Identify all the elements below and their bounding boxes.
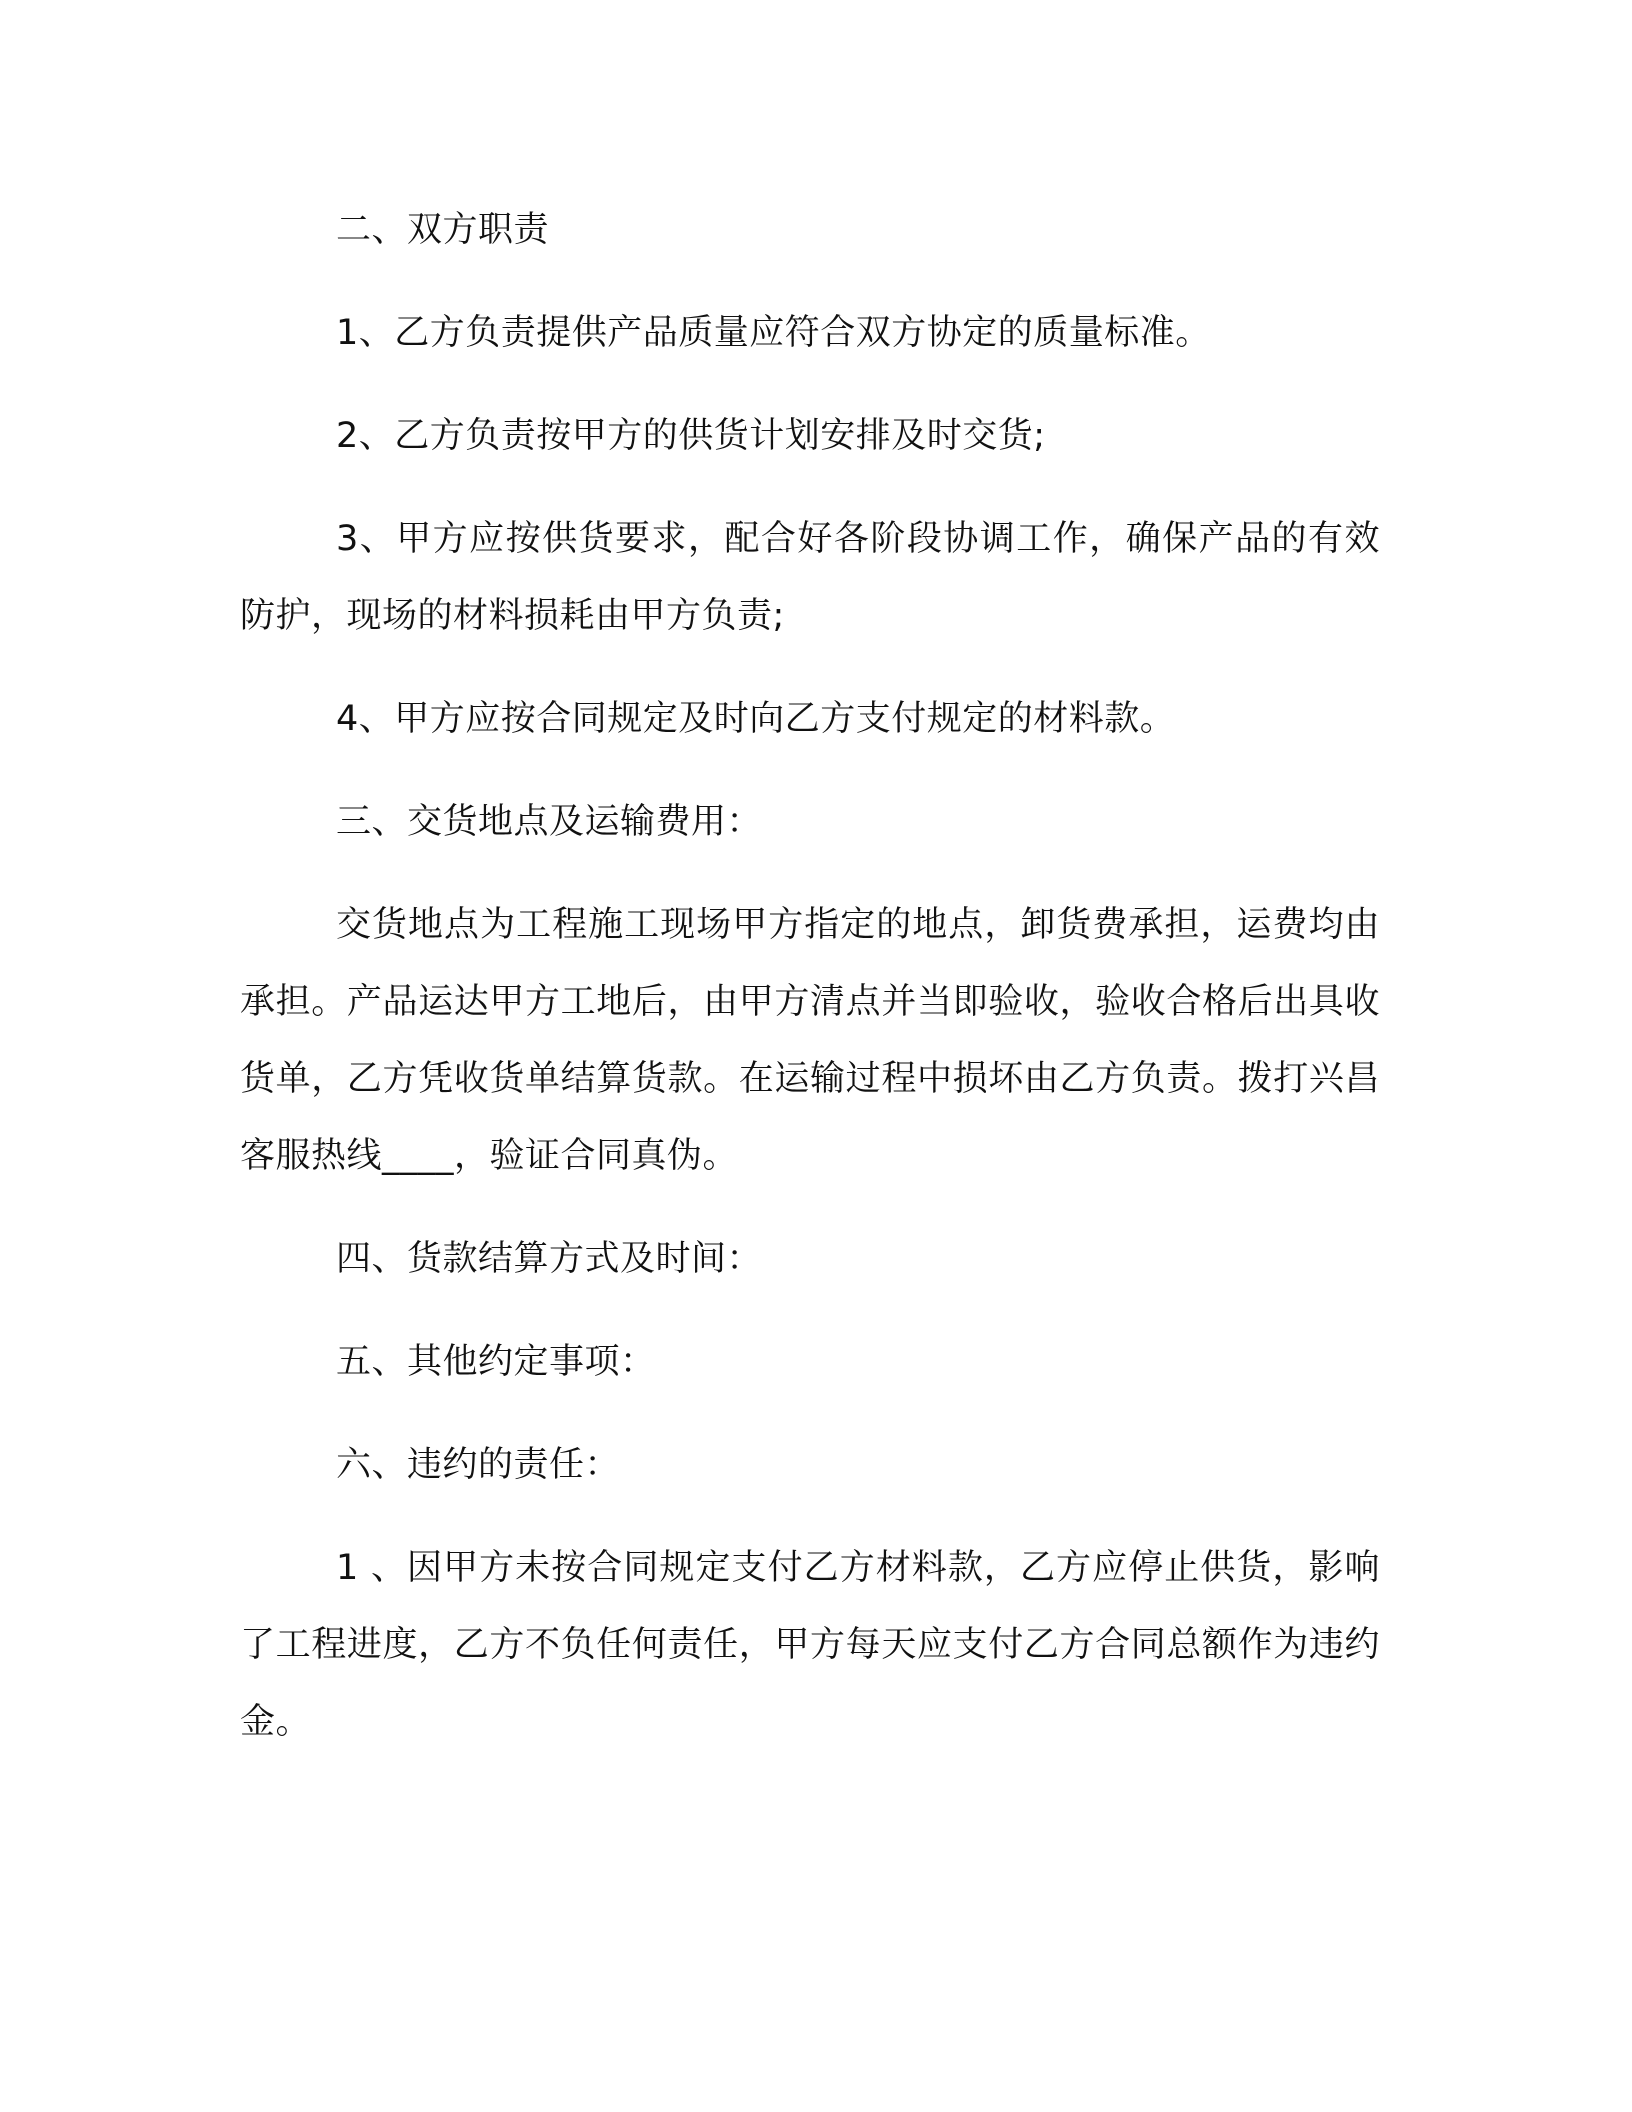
paragraph-gap: [240, 372, 1380, 398]
document-body: [240, 192, 1380, 1761]
breach-item-1: 1 、因甲方未按合同规定支付乙方材料款，乙方应停止供货，影响了工程进度，乙方不负任何责任，甲方每天应支付乙方合同总额作为违约金。: [240, 1548, 1380, 1742]
paragraph-gap: [240, 861, 1380, 887]
duty-item-1: 1、乙方负责提供产品质量应符合双方协定的质量标准。: [336, 313, 1211, 353]
section-heading-delivery: 三、交货地点及运输费用：: [336, 802, 763, 842]
paragraph-gap: [240, 475, 1380, 501]
section-heading-duties: 二、双方职责: [336, 210, 550, 250]
paragraph-gap: [240, 1298, 1380, 1324]
section-heading-breach: 六、违约的责任：: [336, 1445, 621, 1485]
section-heading-other: 五、其他约定事项：: [336, 1342, 656, 1382]
duty-item-2: 2、乙方负责按甲方的供货计划安排及时交货;: [336, 416, 1046, 456]
paragraph-gap: [240, 269, 1380, 295]
paragraph-gap: [240, 1401, 1380, 1427]
duty-item-3: 3、甲方应按供货要求，配合好各阶段协调工作，确保产品的有效防护，现场的材料损耗由甲方负责;: [240, 519, 1380, 636]
delivery-paragraph: 交货地点为工程施工现场甲方指定的地点，卸货费承担，运费均由承担。产品运达甲方工地后，由甲方清点并当即验收，验收合格后出具收货单，乙方凭收货单结算货款。在运输过程中损坏由乙方负责。拨打兴昌客服热线____，验证合同真伪。: [240, 905, 1380, 1176]
paragraph-gap: [240, 758, 1380, 784]
paragraph-gap: [240, 655, 1380, 681]
paragraph-gap: [240, 1504, 1380, 1530]
paragraph-gap: [240, 1195, 1380, 1221]
section-heading-settlement: 四、货款结算方式及时间：: [336, 1239, 763, 1279]
duty-item-4: 4、甲方应按合同规定及时向乙方支付规定的材料款。: [336, 699, 1176, 739]
